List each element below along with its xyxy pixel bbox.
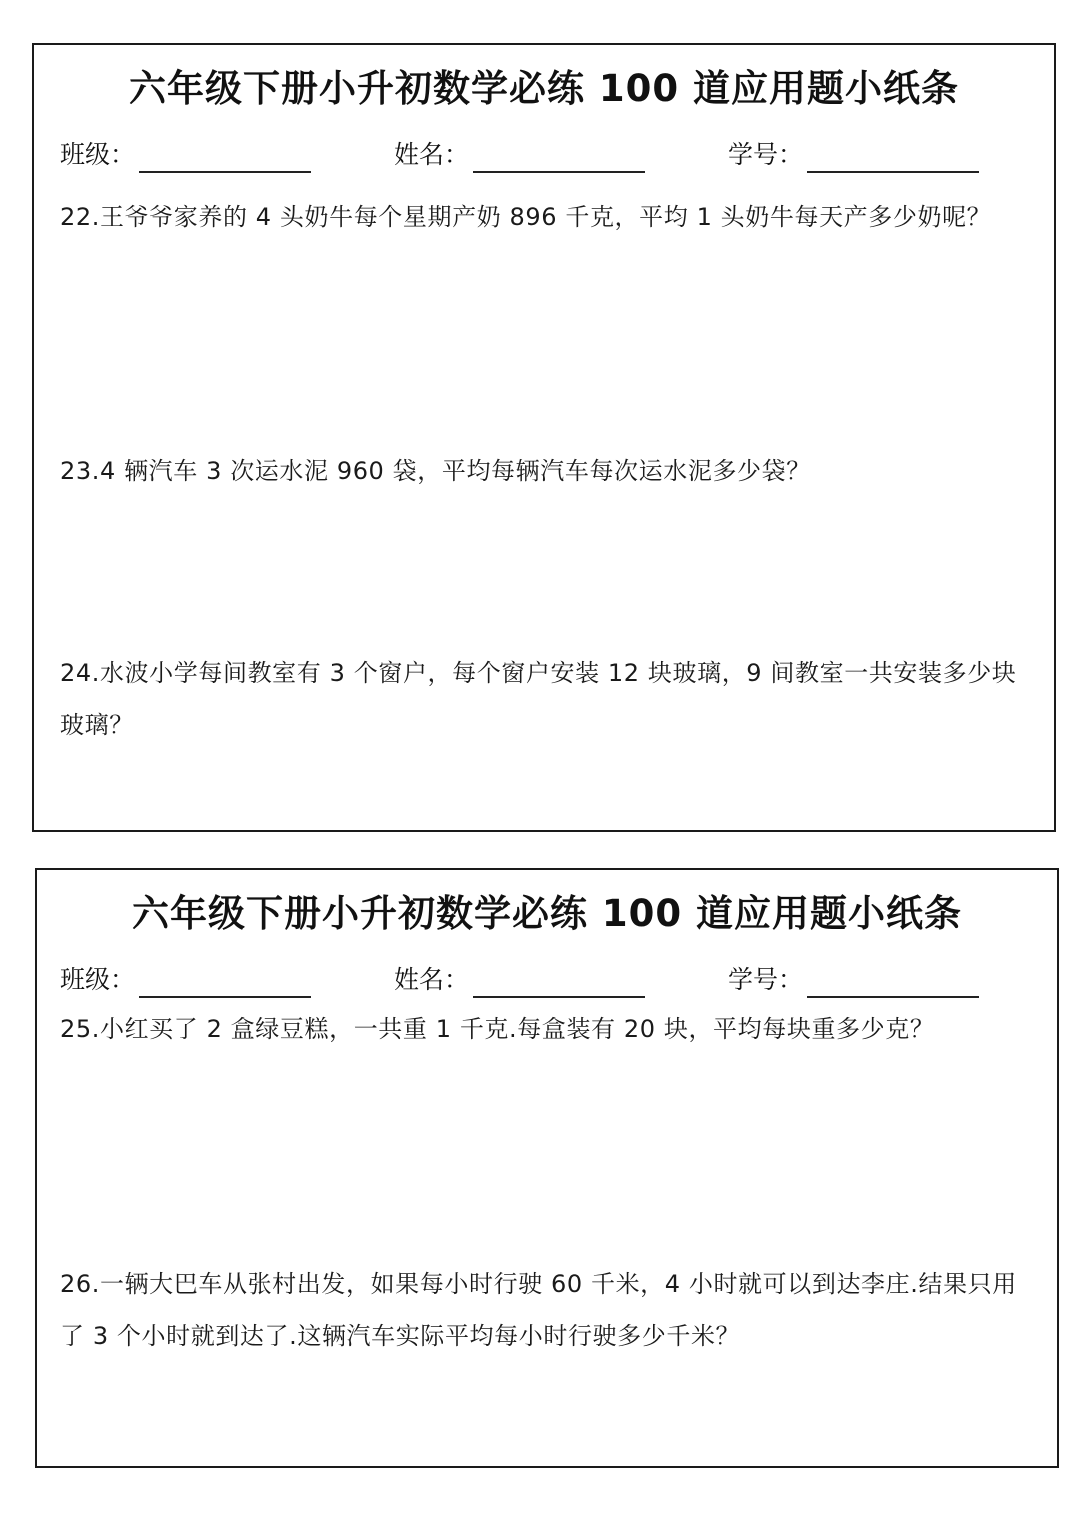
question-22: 22.王爷爷家养的 4 头奶牛每个星期产奶 896 千克，平均 1 头奶牛每天产多少奶呢？ [60,203,992,231]
student-id-field [728,962,979,998]
student-id-blank[interactable] [807,143,979,173]
student-id-blank[interactable] [807,968,979,998]
student-info-row [34,137,1054,173]
student-info-row [37,962,1057,998]
exercise-card-1 [32,43,1056,832]
class-blank[interactable] [139,143,311,173]
exercise-card-2 [35,868,1059,1468]
class-label: 班级： [60,965,136,994]
class-blank[interactable] [139,968,311,998]
name-blank[interactable] [473,143,645,173]
card-title: 六年级下册小升初数学必练 100 道应用题小纸条 [132,892,962,935]
question-24: 24.水波小学每间教室有 3 个窗户，每个窗户安装 12 块玻璃，9 间教室一共安装多少块玻璃？ [60,659,1017,739]
name-label: 姓名： [394,965,470,994]
name-field [394,962,645,998]
question-25: 25.小红买了 2 盒绿豆糕，一共重 1 千克.每盒装有 20 块，平均每块重多少克？ [60,1015,935,1043]
name-label: 姓名： [394,140,470,169]
student-id-label: 学号： [728,965,804,994]
name-blank[interactable] [473,968,645,998]
student-id-field [728,137,979,173]
question-23: 23.4 辆汽车 3 次运水泥 960 袋，平均每辆汽车每次运水泥多少袋？ [60,457,811,485]
question-26: 26.一辆大巴车从张村出发，如果每小时行驶 60 千米，4 小时就可以到达李庄.结果只用了 3 个小时就到达了.这辆汽车实际平均每小时行驶多少千米？ [60,1270,1017,1350]
class-field [60,962,311,998]
name-field [394,137,645,173]
class-label: 班级： [60,140,136,169]
student-id-label: 学号： [728,140,804,169]
class-field [60,137,311,173]
card-title: 六年级下册小升初数学必练 100 道应用题小纸条 [129,67,959,110]
